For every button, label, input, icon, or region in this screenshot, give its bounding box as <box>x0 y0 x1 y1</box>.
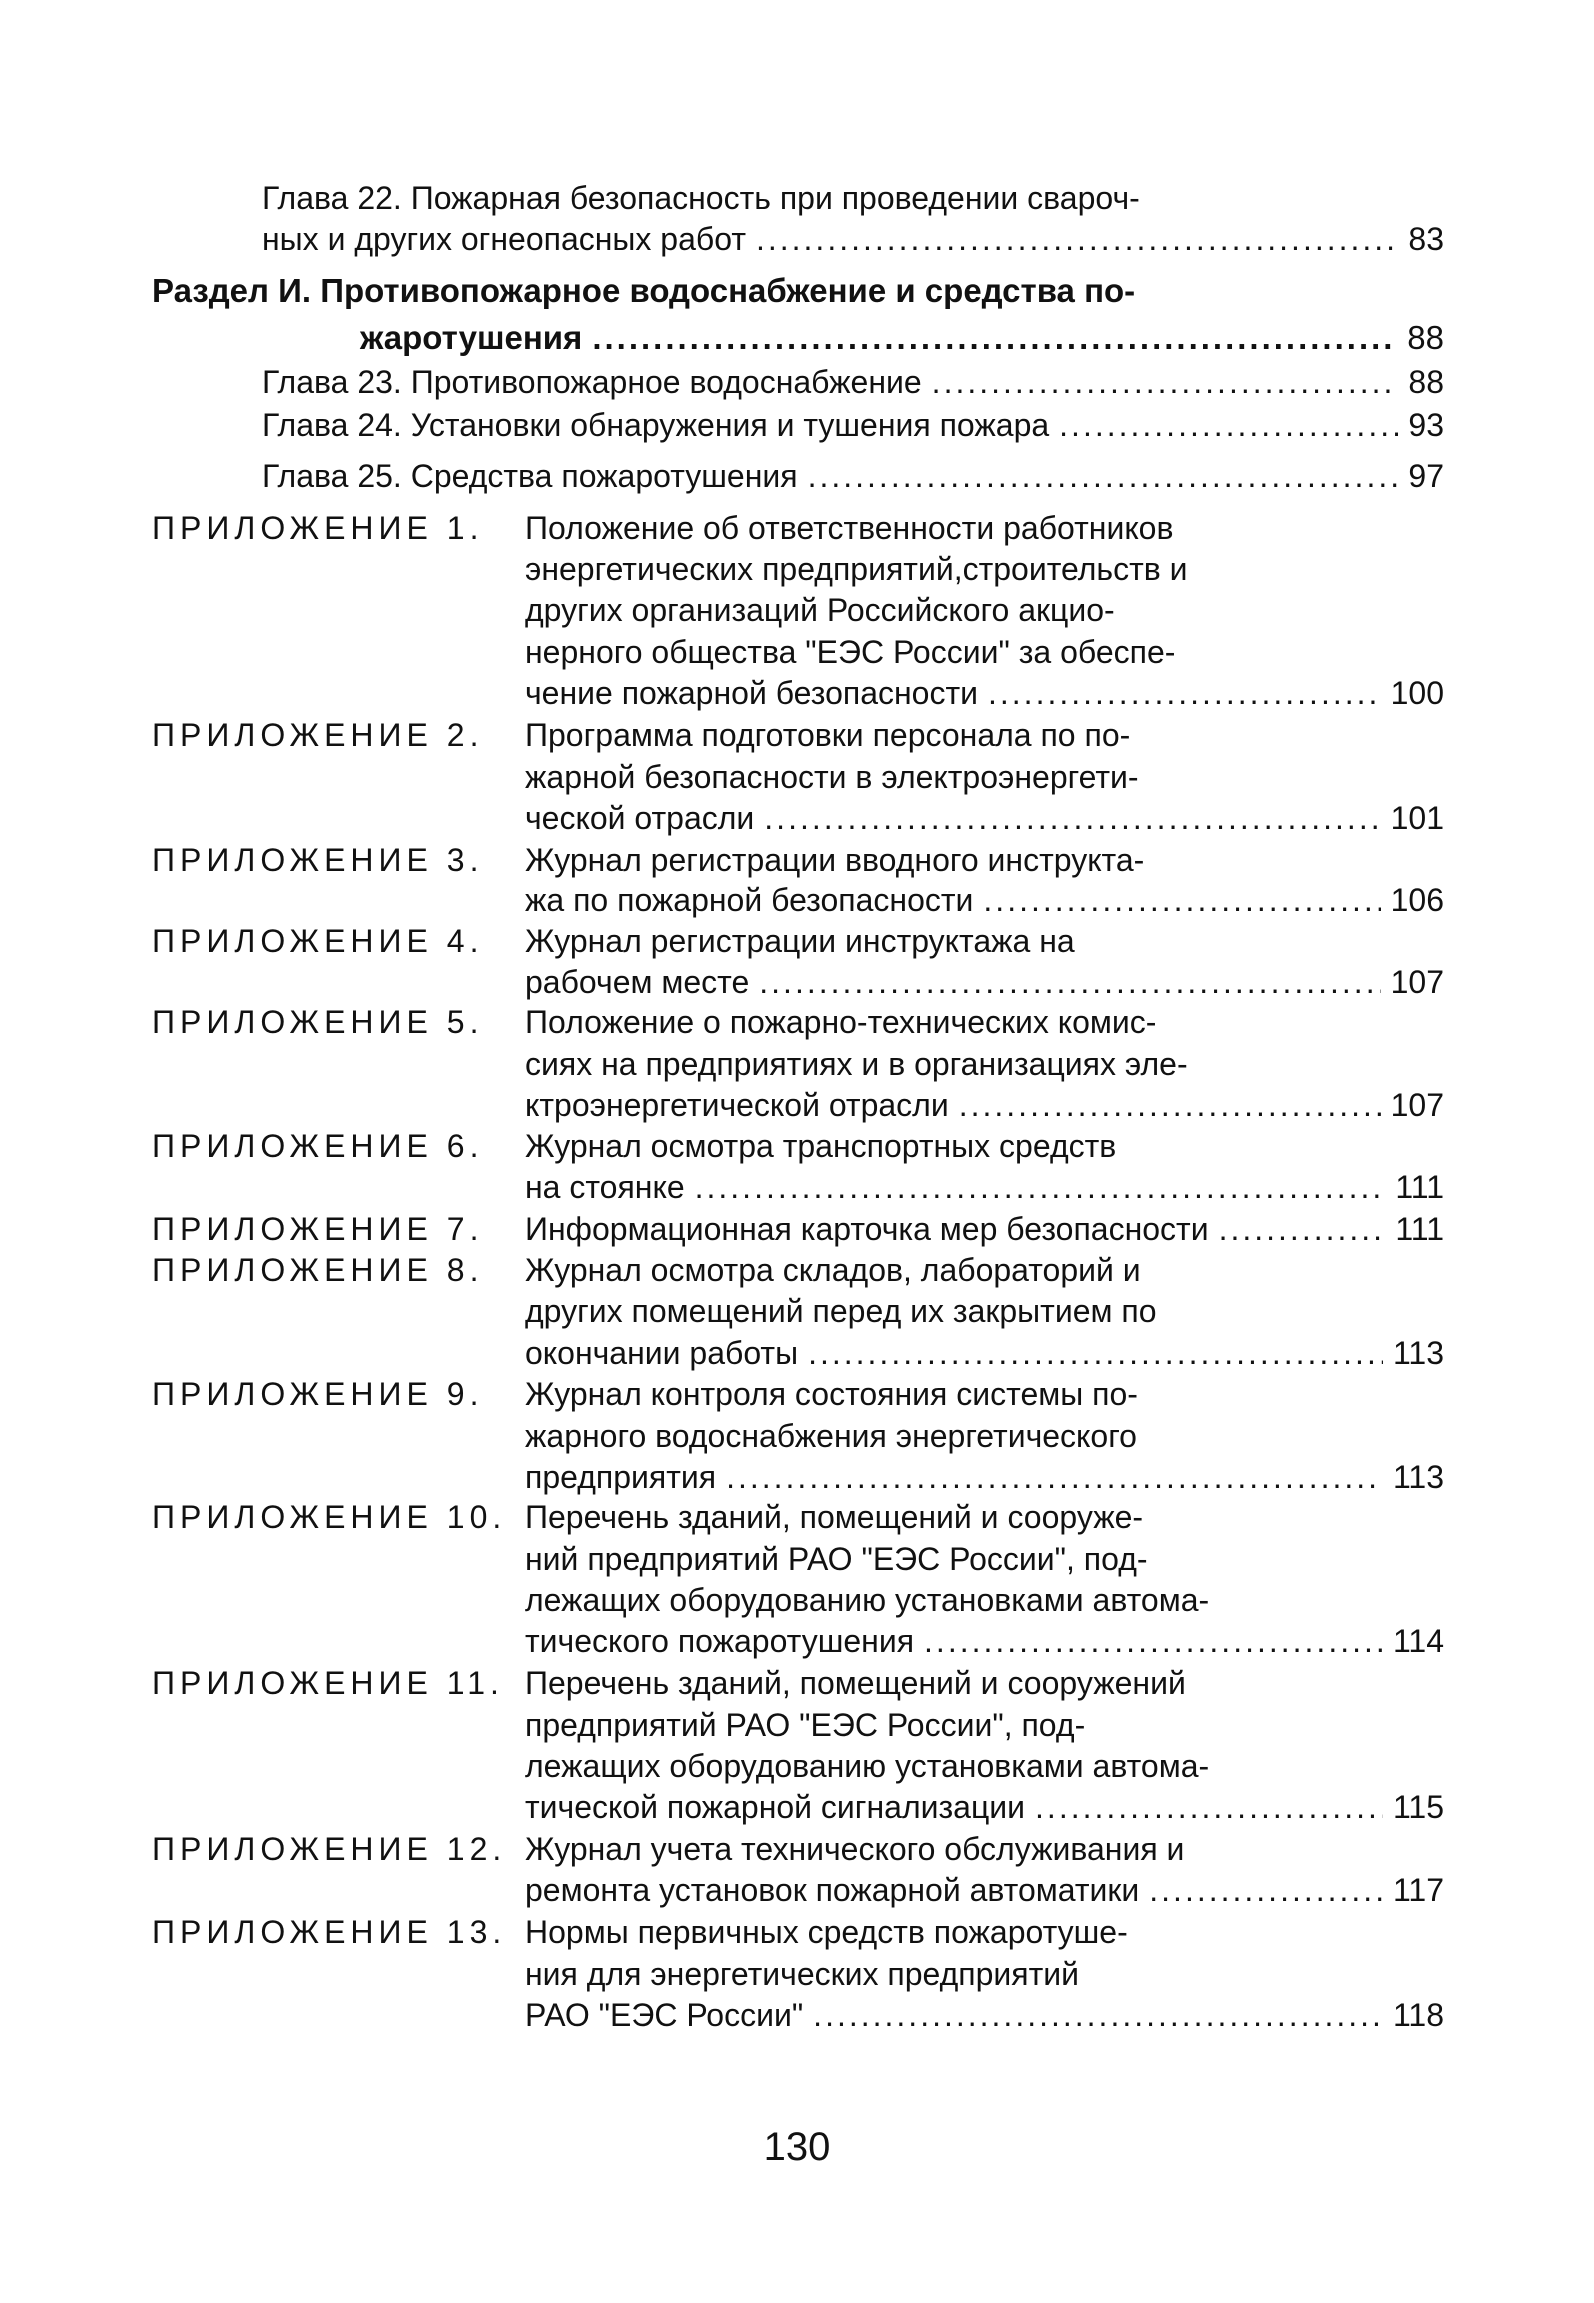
toc-ch22-line1: Глава 22. Пожарная безопасность при проведении свароч- <box>262 180 1140 216</box>
appendix-label: ПРИЛОЖЕНИЕ 8. <box>152 1252 484 1288</box>
appendix-text-line: ния для энергетических предприятий <box>525 1956 1080 1992</box>
appendix-page-ref: 107 <box>1390 1087 1444 1123</box>
appendix-label: ПРИЛОЖЕНИЕ 7. <box>152 1211 484 1247</box>
appendix-title-end: ческой отрасли <box>525 800 755 836</box>
appendix-label: ПРИЛОЖЕНИЕ 11. <box>152 1665 504 1701</box>
appendix-label: ПРИЛОЖЕНИЕ 9. <box>152 1376 484 1412</box>
page-number: 130 <box>763 2125 831 2169</box>
appendix-label: ПРИЛОЖЕНИЕ 3. <box>152 842 484 878</box>
appendix-text-line: жарной безопасности в электроэнергети- <box>525 759 1139 795</box>
appendix-page-ref: 114 <box>1392 1623 1444 1659</box>
appendix-last-line <box>525 798 1444 838</box>
dot-leader <box>1219 1209 1386 1249</box>
appendix-label: ПРИЛОЖЕНИЕ 12. <box>152 1831 507 1867</box>
appendix-text-line: других помещений перед их закрытием по <box>525 1293 1157 1329</box>
appendix-last-line <box>525 1333 1444 1373</box>
appendix-text-line: Журнал регистрации вводного инструкта- <box>525 842 1145 878</box>
dot-leader <box>764 798 1380 838</box>
dot-leader <box>756 219 1398 259</box>
appendix-text-line: других организаций Российского акцио- <box>525 592 1115 628</box>
toc-page-ref: 88 <box>1407 319 1444 356</box>
dot-leader <box>983 880 1380 920</box>
appendix-last-line <box>525 962 1444 1002</box>
appendix-text-line: ний предприятий РАО "ЕЭС России", под- <box>525 1541 1148 1577</box>
appendix-page-ref: 100 <box>1390 675 1444 711</box>
appendix-text-line: лежащих оборудованию установками автома- <box>525 1748 1210 1784</box>
appendix-text-line: Журнал осмотра складов, лабораторий и <box>525 1252 1141 1288</box>
dot-leader <box>1149 1870 1383 1910</box>
appendix-text-line: Журнал контроля состояния системы по- <box>525 1376 1138 1412</box>
dot-leader <box>808 1333 1383 1373</box>
appendix-title-end: предприятия <box>525 1459 717 1495</box>
appendix-title-end: тической пожарной сигнализации <box>525 1789 1026 1825</box>
dot-leader <box>695 1167 1386 1207</box>
appendix-text-line: энергетических предприятий,строительств и <box>525 551 1188 587</box>
appendix-title-end: чение пожарной безопасности <box>525 675 978 711</box>
dot-leader <box>808 456 1399 496</box>
appendix-text-line: Журнал осмотра транспортных средств <box>525 1128 1117 1164</box>
dot-leader <box>924 1621 1383 1661</box>
appendix-last-line <box>525 880 1444 920</box>
appendix-last-line <box>525 1167 1444 1207</box>
dot-leader <box>592 318 1397 358</box>
appendix-title-end: Информационная карточка мер безопасности <box>525 1211 1209 1247</box>
appendix-label: ПРИЛОЖЕНИЕ 4. <box>152 923 484 959</box>
appendix-title-end: окончании работы <box>525 1335 799 1371</box>
toc-entry-title: жаротушения <box>360 319 583 356</box>
appendix-text-line: Перечень зданий, помещений и сооружений <box>525 1665 1186 1701</box>
appendix-label: ПРИЛОЖЕНИЕ 2. <box>152 717 484 753</box>
dot-leader <box>813 1995 1383 2035</box>
appendix-page-ref: 113 <box>1392 1459 1444 1495</box>
appendix-page-ref: 101 <box>1390 800 1444 836</box>
toc-ch23 <box>262 362 1444 402</box>
dot-leader <box>726 1457 1383 1497</box>
dot-leader <box>932 362 1399 402</box>
dot-leader <box>759 962 1380 1002</box>
toc-page-ref: 97 <box>1408 458 1444 494</box>
appendix-last-line <box>525 673 1444 713</box>
appendix-page-ref: 118 <box>1392 1997 1444 2033</box>
toc-entry-title: ных и других огнеопасных работ <box>262 221 746 257</box>
appendix-text-line: Журнал регистрации инструктажа на <box>525 923 1075 959</box>
appendix-title-end: тического пожаротушения <box>525 1623 915 1659</box>
appendix-text-line: Перечень зданий, помещений и сооруже- <box>525 1499 1144 1535</box>
appendix-text-line: нерного общества "ЕЭС России" за обеспе- <box>525 634 1176 670</box>
appendix-text-line: Нормы первичных средств пожаротуше- <box>525 1914 1128 1950</box>
appendix-title-end: на стоянке <box>525 1169 685 1205</box>
toc-page-ref: 88 <box>1408 364 1444 400</box>
dot-leader <box>988 673 1381 713</box>
toc-ch22-line2 <box>262 219 1444 259</box>
appendix-last-line <box>525 1870 1444 1910</box>
appendix-label: ПРИЛОЖЕНИЕ 5. <box>152 1004 484 1040</box>
dot-leader <box>1035 1787 1383 1827</box>
appendix-last-line <box>525 1621 1444 1661</box>
appendix-label: ПРИЛОЖЕНИЕ 13. <box>152 1914 507 1950</box>
appendix-page-ref: 117 <box>1392 1872 1444 1908</box>
toc-entry-title: Глава 23. Противопожарное водоснабжение <box>262 364 922 400</box>
appendix-page-ref: 111 <box>1395 1169 1444 1205</box>
appendix-last-line <box>525 1787 1444 1827</box>
appendix-label: ПРИЛОЖЕНИЕ 10. <box>152 1499 507 1535</box>
appendix-page-ref: 111 <box>1395 1211 1444 1247</box>
appendix-text-line: жарного водоснабжения энергетического <box>525 1418 1137 1454</box>
toc-ch25 <box>262 456 1444 496</box>
appendix-label: ПРИЛОЖЕНИЕ 1. <box>152 510 484 546</box>
appendix-text-line: Положение об ответственности работников <box>525 510 1174 546</box>
appendix-text-line: предприятий РАО "ЕЭС России", под- <box>525 1707 1086 1743</box>
toc-page-ref: 93 <box>1408 407 1444 443</box>
toc-ch24 <box>262 405 1444 445</box>
appendix-text-line: Программа подготовки персонала по по- <box>525 717 1131 753</box>
dot-leader <box>1059 405 1398 445</box>
toc-section-heading-line1: Раздел И. Противопожарное водоснабжение и средства по- <box>152 272 1136 309</box>
appendix-page-ref: 115 <box>1392 1789 1444 1825</box>
appendix-page-ref: 106 <box>1390 882 1444 918</box>
toc-entry-title: Глава 25. Средства пожаротушения <box>262 458 798 494</box>
appendix-last-line <box>525 1209 1444 1249</box>
appendix-title-end: жа по пожарной безопасности <box>525 882 974 918</box>
toc-section-heading-line2 <box>360 318 1444 358</box>
appendix-page-ref: 107 <box>1390 964 1444 1000</box>
appendix-title-end: ктроэнергетической отрасли <box>525 1087 949 1123</box>
appendix-last-line <box>525 1085 1444 1125</box>
appendix-label: ПРИЛОЖЕНИЕ 6. <box>152 1128 484 1164</box>
toc-entry-title: Глава 24. Установки обнаружения и тушения пожара <box>262 407 1050 443</box>
appendix-title-end: РАО "ЕЭС России" <box>525 1997 804 2033</box>
appendix-title-end: рабочем месте <box>525 964 750 1000</box>
appendix-text-line: сиях на предприятиях и в организациях эле- <box>525 1046 1188 1082</box>
dot-leader <box>959 1085 1381 1125</box>
appendix-last-line <box>525 1457 1444 1497</box>
appendix-text-line: Журнал учета технического обслуживания и <box>525 1831 1185 1867</box>
appendix-title-end: ремонта установок пожарной автоматики <box>525 1872 1140 1908</box>
appendix-text-line: лежащих оборудованию установками автома- <box>525 1582 1210 1618</box>
toc-page-ref: 83 <box>1408 221 1444 257</box>
appendix-page-ref: 113 <box>1392 1335 1444 1371</box>
appendix-last-line <box>525 1995 1444 2035</box>
appendix-text-line: Положение о пожарно-технических комис- <box>525 1004 1157 1040</box>
